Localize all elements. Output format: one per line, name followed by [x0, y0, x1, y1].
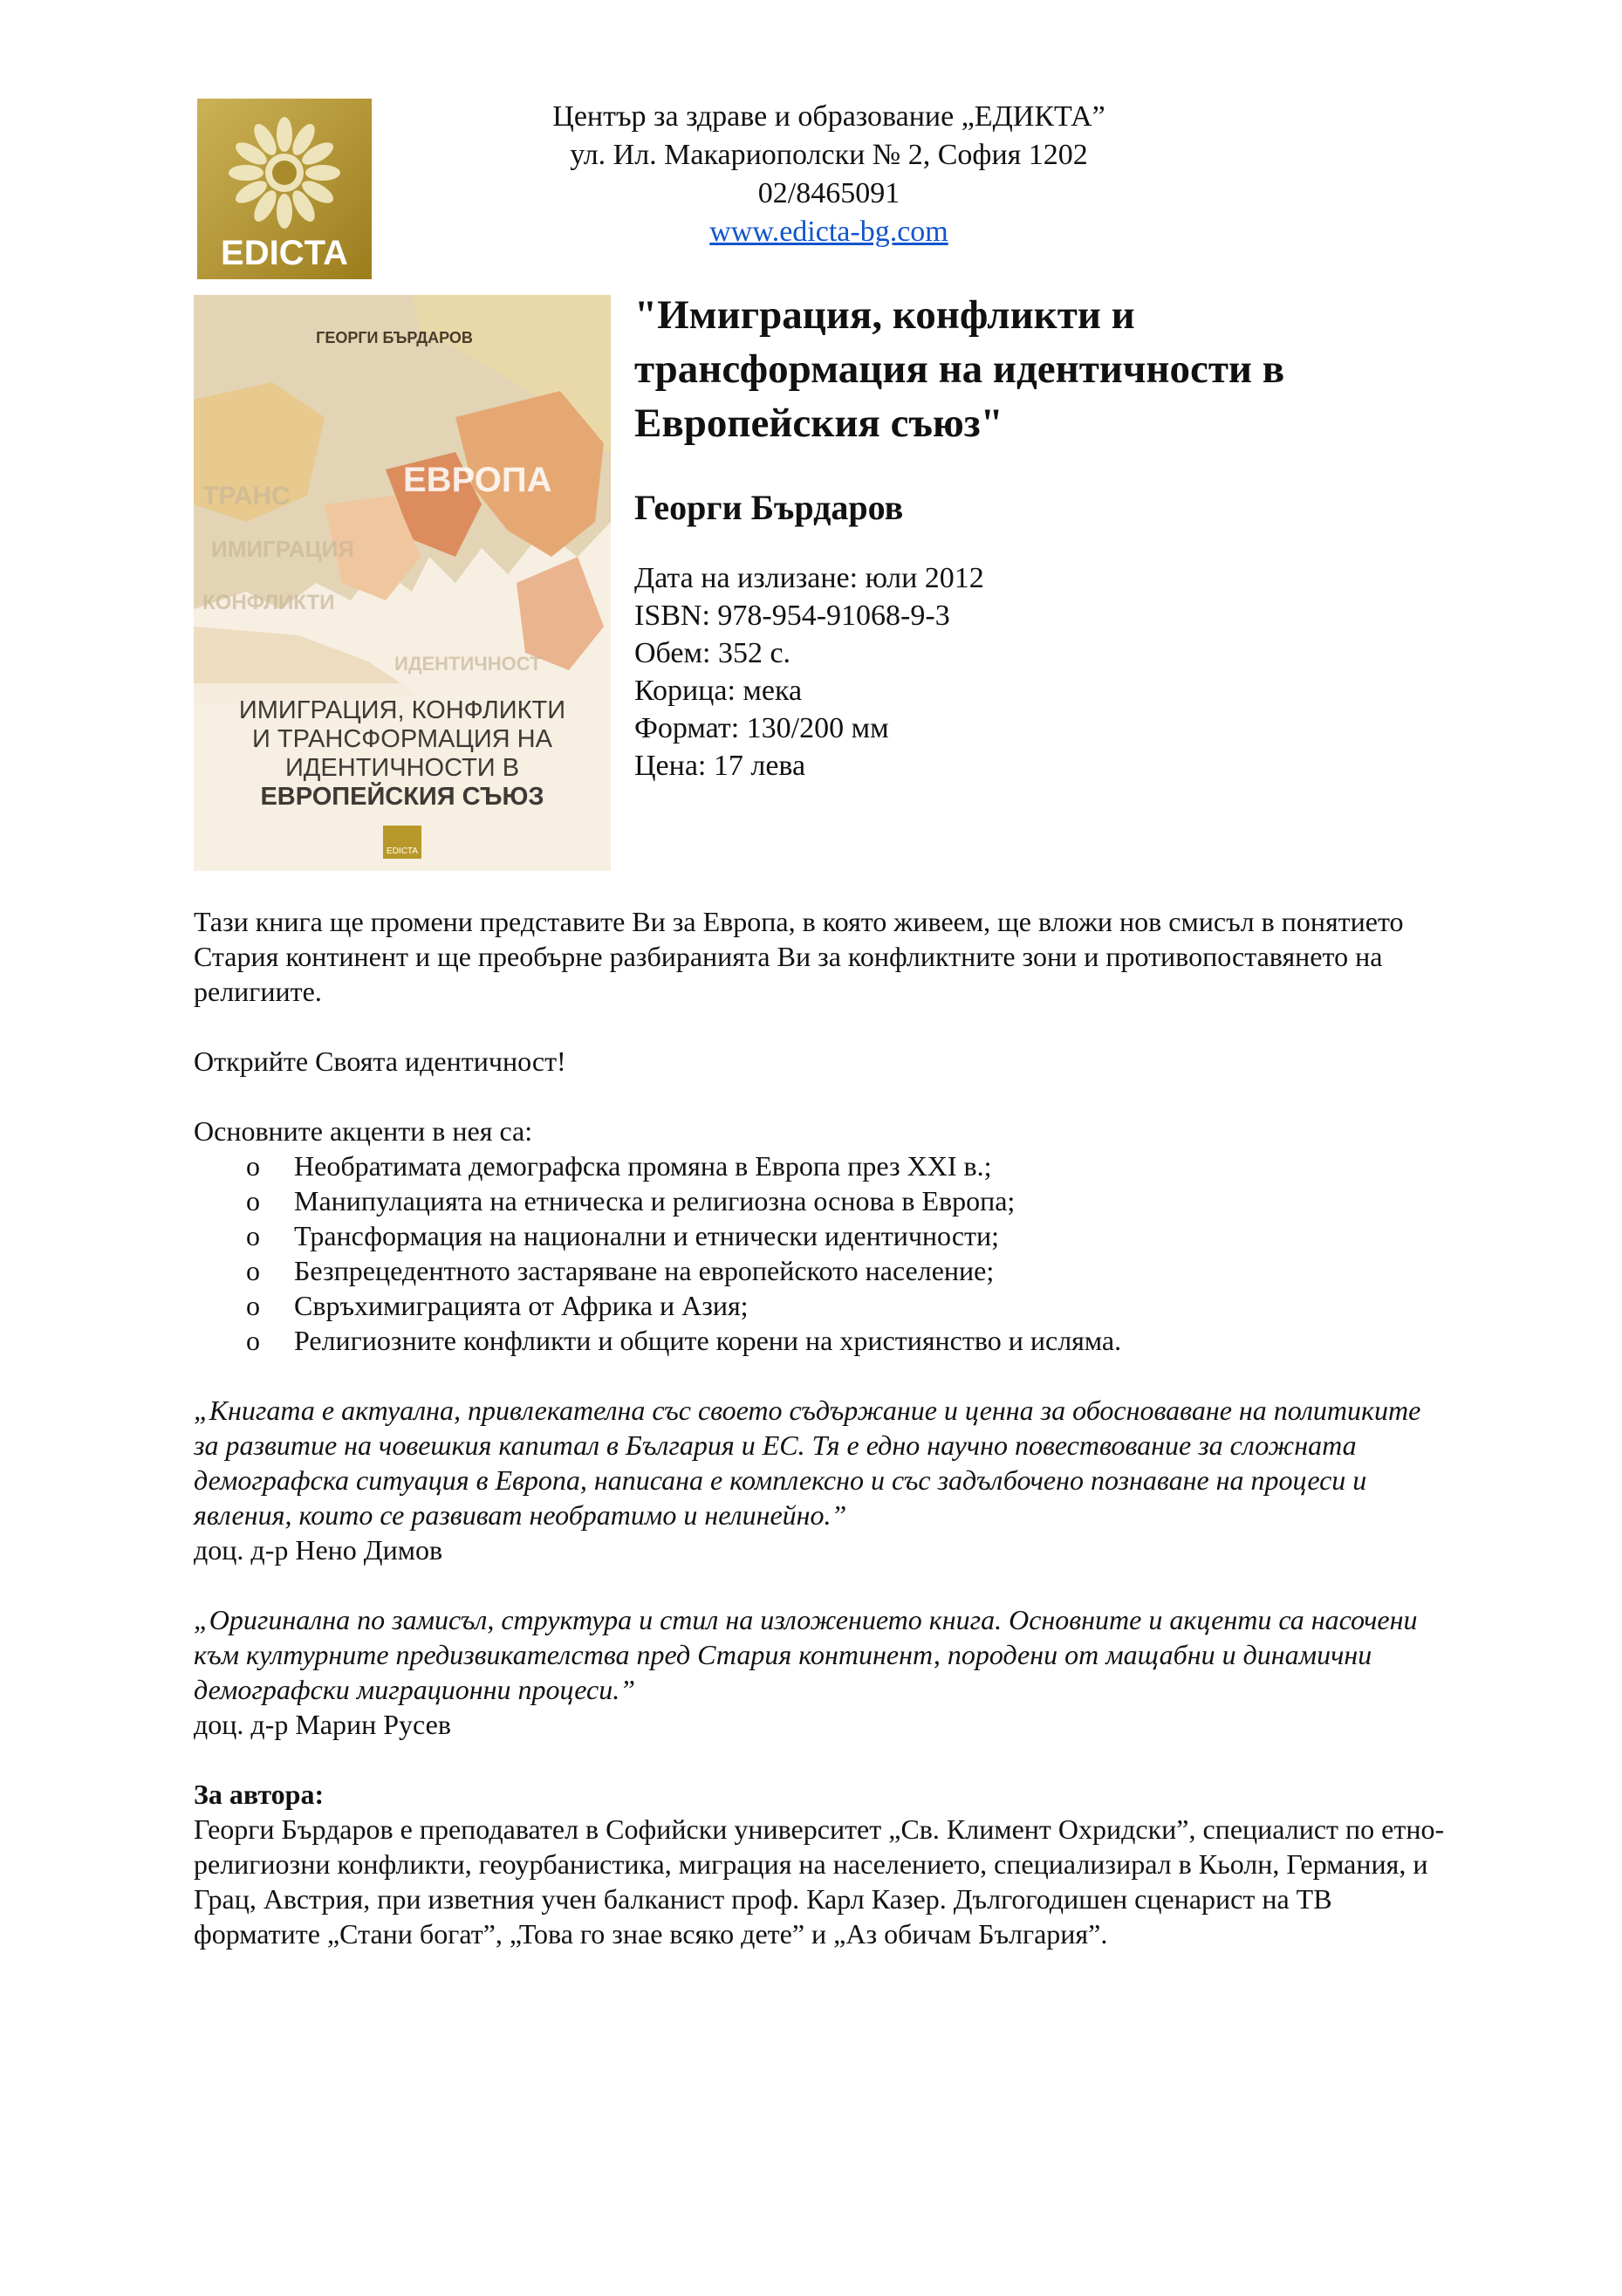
list-item: o Свръхимиграцията от Африка и Азия; [246, 1288, 1450, 1323]
book-cover-image [194, 295, 611, 871]
review-quote-2: „Оригинална по замисъл, структура и стил на изложението книга. Основните и акценти са насочени към културните предизвикателства пред Стария континент, породени от мащабни и динамични демографски миграционни процеси.” [194, 1604, 1418, 1705]
book-title [634, 288, 1550, 450]
list-item: o Трансформация на национални и етнически идентичности; [246, 1218, 1450, 1253]
cover-title-line-2: И ТРАНСФОРМАЦИЯ НА [252, 725, 552, 753]
isbn: ISBN: 978-954-91068-9-3 [634, 600, 950, 632]
about-author-heading: За автора: [194, 1779, 325, 1810]
page-count: Обем: 352 с. [634, 637, 791, 669]
cover-author: ГЕОРГИ БЪРДАРОВ [316, 329, 473, 346]
book-description [194, 904, 1450, 1951]
logo-text: EDICTA [221, 234, 348, 272]
book-details [634, 288, 1550, 785]
list-item: o Безпрецедентното застаряване на европейското население; [246, 1253, 1450, 1288]
header-line-2: ул. Ил. Макариополски № 2, София 1202 [570, 139, 1088, 171]
book-format: Формат: 130/200 мм [634, 712, 889, 744]
list-item: o Религиозните конфликти и общите корени на християнство и исляма. [246, 1323, 1450, 1358]
list-item: o Необратимата демографска промяна в Европа през XXI в.; [246, 1148, 1450, 1183]
publisher-header [393, 98, 1265, 251]
header-line-1: Център за здраве и образование „ЕДИКТА” [552, 100, 1105, 133]
book-facts [634, 559, 1550, 785]
price: Цена: 17 лева [634, 750, 806, 782]
svg-text:ТРАНС: ТРАНС [202, 482, 291, 511]
cover-title-line-1: ИМИГРАЦИЯ, КОНФЛИКТИ [238, 696, 566, 724]
header-phone: 02/8465091 [757, 177, 900, 209]
cover-publisher: EDICTA [387, 846, 418, 856]
svg-text:ИДЕНТИЧНОСТ: ИДЕНТИЧНОСТ [394, 653, 542, 675]
intro-paragraph: Тази книга ще промени представите Ви за Европа, в която живеем, ще вложи нов смисъл в понятието Стария континент и ще преобърне разбиранията Ви за конфликтните зони и противопоставянето на религиите. [194, 906, 1404, 1007]
svg-text:КОНФЛИКТИ: КОНФЛИКТИ [202, 591, 335, 614]
review-quote-1: „Книгата е актуална, привлекателна със своето съдържание и ценна за обосноваване на политиките за развитие на човешкия капитал в България и ЕС. Тя е едно научно повествование за сложната демографска ситуация в Европа, написана е комплексно и със задълбочено познаване на процеси и явления, които се развиват необратимо и нелинейно.” [194, 1395, 1421, 1531]
book-title-line-2: трансформация на идентичности в [634, 346, 1285, 392]
highlights-list [194, 1148, 1450, 1358]
highlights-heading: Основните акценти в нея са: [194, 1115, 533, 1147]
tagline: Открийте Своята идентичност! [194, 1045, 566, 1077]
about-author-text: Георги Бърдаров е преподавател в Софийски университет „Св. Климент Охридски”, специалист по етно-религиозни конфликти, геоурбанистика, миграция на населението, специализирал в Кьолн, Германия, и Грац, Австрия, при изветния учен балканист проф. Карл Казер. Дългогодишен сценарист на ТВ форматите „Стани богат”, „Това го знае всяко дете” и „Аз обичам България”. [194, 1813, 1445, 1950]
edicta-logo [197, 99, 372, 279]
cover-map-word: ЕВРОПА [403, 461, 552, 499]
book-title-line-3: Европейския съюз" [634, 401, 1003, 446]
review-author-2: доц. д-р Марин Русев [194, 1709, 451, 1740]
book-author: Георги Бърдаров [634, 488, 904, 527]
cover-type: Корица: мека [634, 675, 803, 707]
header-url-link[interactable]: www.edicta-bg.com [709, 216, 948, 248]
review-author-1: доц. д-р Нено Димов [194, 1534, 443, 1566]
book-title-line-1: "Имиграция, конфликти и [634, 292, 1135, 338]
cover-title-line-3: ИДЕНТИЧНОСТИ В [284, 754, 520, 782]
list-item: o Манипулацията на етническа и религиозна основа в Европа; [246, 1183, 1450, 1218]
svg-text:ИМИГРАЦИЯ: ИМИГРАЦИЯ [211, 536, 354, 562]
release-date: Дата на излизане: юли 2012 [634, 562, 984, 594]
cover-title-line-4: ЕВРОПЕЙСКИЯ СЪЮЗ [260, 783, 544, 811]
